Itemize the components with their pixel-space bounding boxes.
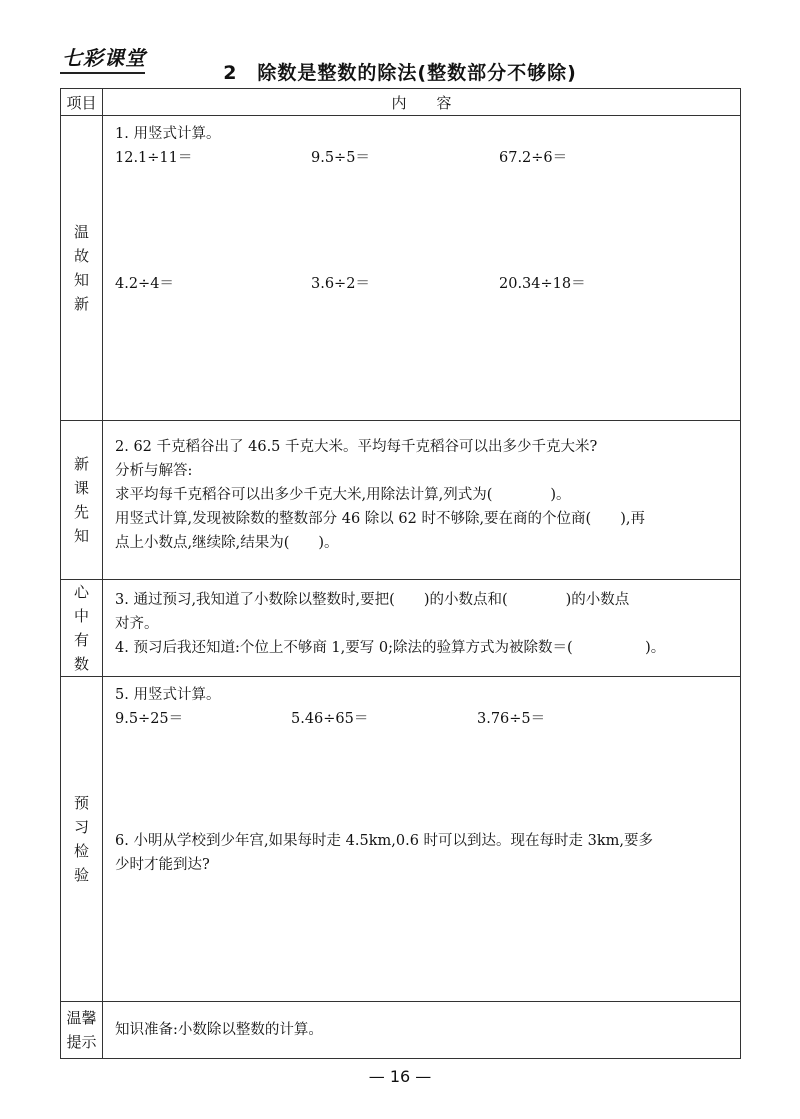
q5-title: 5. 用竖式计算。 [115,687,221,703]
q2-line: 2. 62 千克稻谷出了 46.5 千克大米。平均每千克稻谷可以出多少千克大米? [115,439,598,455]
section-check [61,677,741,1002]
tip-text: 知识准备:小数除以整数的计算。 [103,1002,741,1059]
brand-logo: 七彩课堂 [62,46,146,70]
q1-item: 4.2÷4＝ [115,276,174,292]
q3-line: 对齐。 [115,616,159,632]
q5-item: 3.76÷5＝ [477,711,546,727]
section-label-review: 温 故 知 新 [61,116,103,421]
q1-item: 20.34÷18＝ [499,276,586,292]
section-label-tip: 温馨 提示 [61,1002,103,1059]
q3-line: 3. 通过预习,我知道了小数除以整数时,要把( )的小数点和( )的小数点 [115,592,630,608]
q2-line: 用竖式计算,发现被除数的整数部分 46 除以 62 时不够除,要在商的个位商( ),再 [115,511,645,527]
page-header [0,0,800,88]
q1-row1 [115,146,730,170]
section-content-review [103,116,741,421]
q1-item: 12.1÷11＝ [115,150,193,166]
section-content-mind [103,580,741,677]
section-review [61,116,741,421]
section-label-preview: 新 课 先 知 [61,421,103,580]
section-content-preview [103,421,741,580]
table-header-row [61,89,741,116]
section-label-check: 预 习 检 验 [61,677,103,1002]
q1-item: 9.5÷5＝ [311,150,370,166]
section-mind [61,580,741,677]
section-tip [61,1002,741,1059]
q5-item: 5.46÷65＝ [291,711,369,727]
section-label-mind: 心 中 有 数 [61,580,103,677]
q2-line: 点上小数点,继续除,结果为( )。 [115,535,339,551]
page-number: — 16 — [368,1067,432,1086]
q2-line: 分析与解答: [115,463,193,479]
q5-item: 9.5÷25＝ [115,711,184,727]
page-title: 2 除数是整数的除法(整数部分不够除) [223,62,577,84]
q1-item: 67.2÷6＝ [499,150,568,166]
q6-line: 少时才能到达? [115,857,210,873]
worksheet-table [60,88,741,1059]
q5-row [115,707,730,731]
q1-row2 [115,272,730,296]
q1-item: 3.6÷2＝ [311,276,370,292]
q2-line: 求平均每千克稻谷可以出多少千克大米,用除法计算,列式为( )。 [115,487,571,503]
q6-line: 6. 小明从学校到少年宫,如果每时走 4.5km,0.6 时可以到达。现在每时走 3km,要多 [115,833,654,849]
section-preview [61,421,741,580]
q1-title: 1. 用竖式计算。 [115,126,221,142]
q4-line: 4. 预习后我还知道:个位上不够商 1,要写 0;除法的验算方式为被除数＝( )。 [115,640,666,656]
header-content: 内 容 [103,89,741,116]
header-item: 项目 [61,89,103,116]
section-content-check [103,677,741,1002]
